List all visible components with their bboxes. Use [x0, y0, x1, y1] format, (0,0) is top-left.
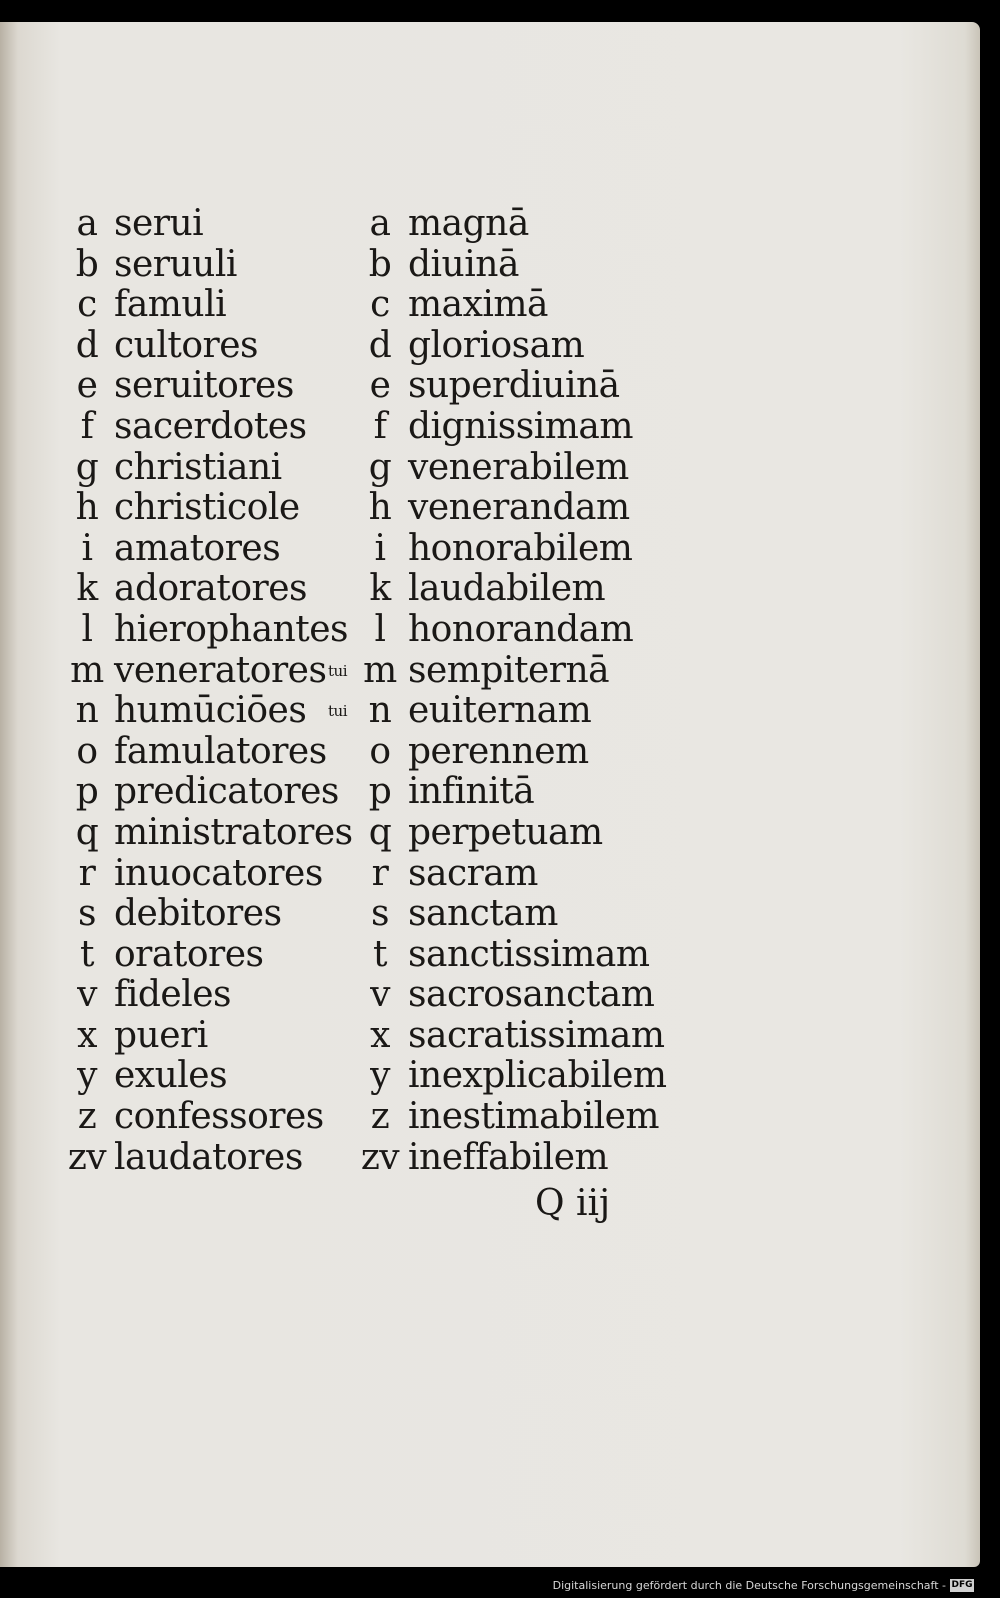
letter-right: x — [370, 1014, 390, 1056]
letter-right: z — [370, 1096, 390, 1138]
letter-left: g — [75, 446, 99, 488]
word-right: sacratissimam — [408, 1014, 665, 1056]
word-right: diuinā — [408, 243, 519, 285]
word-right: sacrosanctam — [408, 974, 655, 1016]
word-left: sacerdotes — [114, 405, 307, 447]
word-left: famuli — [114, 284, 227, 326]
letter-right: n — [368, 690, 392, 732]
word-left: predicatores — [114, 771, 339, 813]
letter-right: s — [371, 893, 389, 935]
letter-right: d — [368, 324, 392, 366]
letter-right: l — [374, 608, 386, 650]
letter-left: y — [77, 1055, 97, 1097]
letter-left: n — [75, 690, 99, 732]
letter-left: k — [76, 568, 98, 610]
letter-right: k — [369, 568, 391, 610]
letter-right: f — [373, 405, 387, 447]
letter-left: o — [76, 730, 98, 772]
table-row — [62, 975, 702, 1016]
table-row — [62, 366, 702, 407]
word-right: venerandam — [408, 487, 630, 529]
letter-left: c — [77, 284, 97, 326]
letter-right: g — [368, 446, 392, 488]
letter-left: r — [78, 852, 96, 894]
letter-right: p — [368, 771, 392, 813]
word-left: exules — [114, 1055, 228, 1097]
word-right: maximā — [408, 284, 549, 326]
table-row — [62, 894, 702, 935]
letter-right: y — [370, 1055, 390, 1097]
word-left: pueri — [114, 1014, 208, 1056]
letter-left: b — [75, 243, 99, 285]
letter-right: b — [368, 243, 392, 285]
table-row — [62, 772, 702, 813]
word-left: amatores — [114, 527, 281, 569]
word-left: oratores — [114, 933, 264, 975]
word-right: sanctissimam — [408, 933, 650, 975]
word-left: serui — [114, 203, 204, 244]
table-row — [62, 935, 702, 976]
word-right: honorandam — [408, 608, 634, 650]
letter-left: zv — [67, 1136, 107, 1178]
word-left: cultores — [114, 324, 258, 366]
letter-right: e — [369, 365, 391, 407]
word-right: inexplicabilem — [408, 1055, 667, 1097]
table-row — [62, 448, 702, 489]
word-right: superdiuinā — [408, 365, 620, 407]
word-right: gloriosam — [408, 324, 585, 366]
table-row — [62, 854, 702, 895]
letter-right: h — [368, 487, 392, 529]
letter-left: d — [75, 324, 99, 366]
word-left: veneratores — [114, 649, 327, 691]
table-row — [62, 1138, 702, 1179]
word-right: sacram — [408, 852, 538, 894]
word-left: seruuli — [114, 243, 237, 285]
letter-left: l — [81, 608, 93, 650]
letter-right: t — [373, 933, 387, 975]
word-left: ministratores — [114, 811, 353, 853]
word-right: perpetuam — [408, 811, 603, 853]
letter-left: v — [77, 974, 97, 1016]
letter-right: c — [370, 284, 390, 326]
table-row — [62, 204, 702, 245]
table-row — [62, 285, 702, 326]
word-right: venerabilem — [408, 446, 629, 488]
word-right: infinitā — [408, 771, 535, 813]
word-left: humūciōes — [114, 690, 307, 732]
word-left: christicole — [114, 487, 300, 529]
letter-right: a — [369, 203, 391, 244]
letter-right: v — [370, 974, 390, 1016]
word-right: perennem — [408, 730, 589, 772]
letter-right: zv — [360, 1136, 400, 1178]
word-left: laudatores — [114, 1136, 303, 1178]
letter-right: r — [371, 852, 389, 894]
word-left: adoratores — [114, 568, 307, 610]
table-row — [62, 1016, 702, 1057]
table-row — [62, 245, 702, 286]
middle-note: tui — [328, 661, 347, 680]
letter-right: i — [374, 527, 386, 569]
signature-mark: Q iij — [535, 1183, 611, 1224]
word-right: euiternam — [408, 690, 592, 732]
letter-left: t — [80, 933, 94, 975]
table-row — [62, 610, 702, 651]
word-right: sempiternā — [408, 649, 610, 691]
word-right: laudabilem — [408, 568, 606, 610]
table-row — [62, 691, 702, 732]
letter-left: e — [76, 365, 98, 407]
letter-left: q — [75, 811, 99, 853]
word-right: inestimabilem — [408, 1096, 660, 1138]
letter-left: x — [77, 1014, 97, 1056]
letter-left: z — [77, 1096, 97, 1138]
word-left: famulatores — [114, 730, 327, 772]
table-row — [62, 407, 702, 448]
letter-right: o — [369, 730, 391, 772]
table-row — [62, 569, 702, 610]
letter-left: h — [75, 487, 99, 529]
word-table — [62, 204, 702, 1178]
table-row — [62, 488, 702, 529]
word-left: inuocatores — [114, 852, 323, 894]
table-row — [62, 651, 702, 692]
letter-right: m — [363, 649, 397, 691]
table-row — [62, 1097, 702, 1138]
letter-left: s — [78, 893, 96, 935]
word-left: confessores — [114, 1096, 324, 1138]
word-left: debitores — [114, 893, 282, 935]
footer-bar — [0, 1568, 1000, 1598]
letter-left: a — [76, 203, 98, 244]
word-right: ineffabilem — [408, 1136, 609, 1178]
table-row — [62, 529, 702, 570]
dfg-logo: DFG — [951, 1580, 973, 1590]
word-right: honorabilem — [408, 527, 633, 569]
letter-left: f — [80, 405, 94, 447]
book-page — [0, 22, 980, 1567]
letter-right: q — [368, 811, 392, 853]
table-row — [62, 813, 702, 854]
word-left: christiani — [114, 446, 282, 488]
word-right: dignissimam — [408, 405, 634, 447]
word-left: seruitores — [114, 365, 294, 407]
word-right: magnā — [408, 203, 529, 244]
table-row — [62, 732, 702, 773]
table-row — [62, 1056, 702, 1097]
letter-left: p — [75, 771, 99, 813]
word-left: fideles — [114, 974, 231, 1016]
letter-left: m — [70, 649, 104, 691]
word-right: sanctam — [408, 893, 558, 935]
middle-note: tui — [328, 702, 347, 721]
table-row — [62, 326, 702, 367]
letter-left: i — [81, 527, 93, 569]
funding-notice: Digitalisierung gefördert durch die Deutsche Forschungsgemeinschaft - — [552, 1579, 946, 1592]
word-left: hierophantes — [114, 608, 349, 650]
